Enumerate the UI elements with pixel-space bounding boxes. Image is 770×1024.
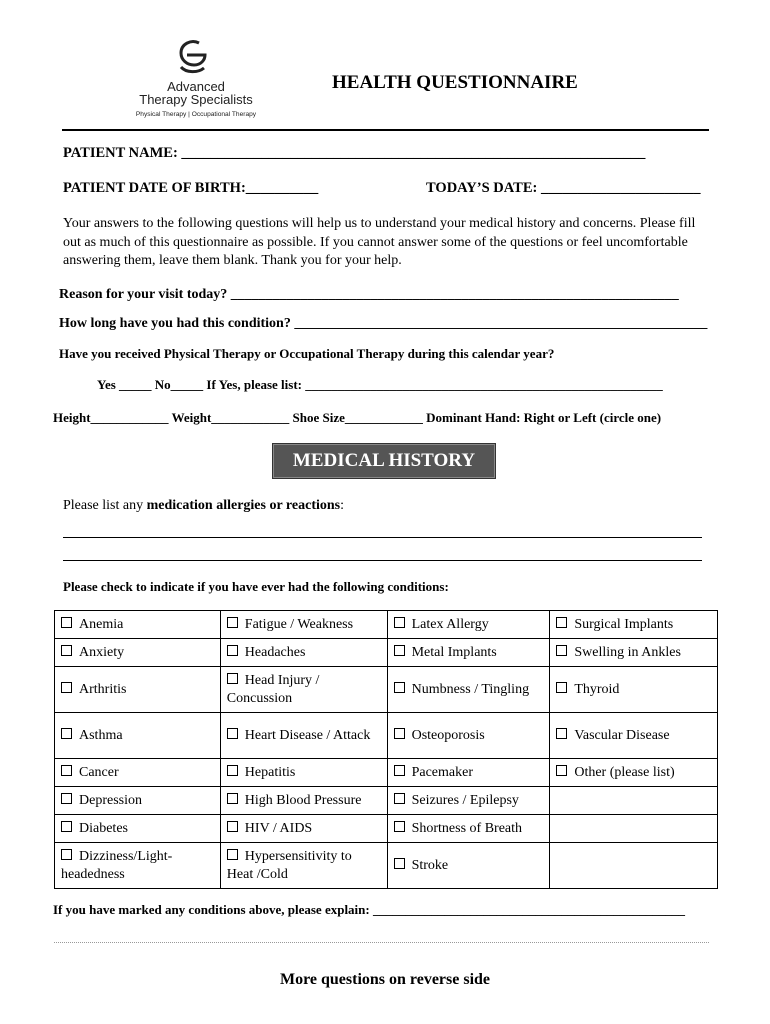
logo-text: [130, 80, 262, 120]
intro-paragraph: Your answers to the following questions will help us to understand your medical history and concerns. Please fill out as much of this questionnaire as possible. If you cannot answer some of the questions or feel uncomfortable answering them, leave them blank. Thank you for your help.: [63, 216, 696, 268]
condition-label: Fatigue / Weakness: [244, 616, 354, 632]
condition-cell: [220, 639, 387, 667]
condition-checkbox[interactable]: [394, 765, 405, 776]
condition-label: Hypersensitivity to Heat /Cold: [226, 848, 352, 882]
condition-cell: [550, 667, 718, 713]
condition-cell: [550, 639, 718, 667]
condition-cell: [55, 787, 221, 815]
condition-label: Arthritis: [79, 681, 127, 697]
condition-label: Stroke: [411, 857, 449, 873]
condition-label: Surgical Implants: [574, 616, 674, 632]
condition-cell: [220, 713, 387, 759]
condition-label: Anxiety: [79, 644, 125, 660]
logo-line-1: Advanced: [167, 79, 225, 94]
condition-checkbox[interactable]: [61, 793, 72, 804]
condition-checkbox[interactable]: [227, 645, 238, 656]
dotted-divider: [54, 942, 709, 943]
condition-cell: [387, 667, 550, 713]
medical-history-heading: MEDICAL HISTORY: [272, 443, 496, 479]
condition-label: Anemia: [79, 616, 124, 632]
condition-cell: [220, 815, 387, 843]
condition-checkbox[interactable]: [556, 682, 567, 693]
condition-checkbox[interactable]: [394, 821, 405, 832]
conditions-table: [54, 610, 718, 889]
condition-checkbox[interactable]: [227, 821, 238, 832]
footer-note: More questions on reverse side: [279, 971, 491, 988]
condition-label: Cancer: [79, 764, 119, 780]
condition-checkbox[interactable]: [61, 821, 72, 832]
condition-label: Seizures / Epilepsy: [411, 792, 519, 808]
conditions-row: [55, 639, 718, 667]
condition-label: Asthma: [79, 727, 123, 743]
patient-name-field[interactable]: PATIENT NAME: ________________________________________________________________: [63, 145, 646, 161]
conditions-row: [55, 667, 718, 713]
conditions-row: [55, 759, 718, 787]
condition-label: Hepatitis: [244, 764, 296, 780]
condition-checkbox[interactable]: [61, 765, 72, 776]
therapy-history-question: Have you received Physical Therapy or Occupational Therapy during this calendar year?: [59, 346, 555, 361]
allergy-emphasis: medication allergies or reactions: [146, 498, 341, 513]
condition-cell: [220, 667, 387, 713]
condition-cell: [387, 815, 550, 843]
condition-checkbox[interactable]: [227, 728, 238, 739]
condition-checkbox[interactable]: [394, 793, 405, 804]
condition-cell: [387, 639, 550, 667]
condition-checkbox[interactable]: [556, 645, 567, 656]
condition-checkbox[interactable]: [556, 728, 567, 739]
condition-cell: [387, 713, 550, 759]
condition-cell: [550, 787, 718, 815]
condition-label: Head Injury / Concussion: [226, 672, 320, 706]
condition-label: HIV / AIDS: [244, 820, 313, 836]
condition-checkbox[interactable]: [61, 645, 72, 656]
condition-label: High Blood Pressure: [244, 792, 362, 808]
condition-cell: [387, 759, 550, 787]
reason-for-visit-field[interactable]: Reason for your visit today? ________________________________________________________________: [59, 287, 679, 302]
condition-label: Pacemaker: [411, 764, 474, 780]
therapy-yes-no-field[interactable]: Yes _____ No_____ If Yes, please list: _______________________________________________________: [97, 377, 663, 392]
condition-label: Latex Allergy: [411, 616, 489, 632]
condition-checkbox[interactable]: [227, 617, 238, 628]
condition-checkbox[interactable]: [61, 728, 72, 739]
condition-checkbox[interactable]: [227, 765, 238, 776]
condition-checkbox[interactable]: [394, 682, 405, 693]
conditions-row: [55, 611, 718, 639]
condition-checkbox[interactable]: [227, 793, 238, 804]
condition-checkbox[interactable]: [61, 617, 72, 628]
condition-cell: [220, 759, 387, 787]
condition-checkbox[interactable]: [394, 728, 405, 739]
condition-checkbox[interactable]: [394, 858, 405, 869]
conditions-row: [55, 787, 718, 815]
conditions-row: [55, 713, 718, 759]
condition-label: Other (please list): [574, 764, 675, 780]
condition-label: Swelling in Ankles: [574, 644, 681, 660]
condition-cell: [55, 759, 221, 787]
condition-cell: [550, 713, 718, 759]
page-title: HEALTH QUESTIONNAIRE: [332, 72, 578, 93]
condition-cell: [220, 787, 387, 815]
condition-label: Thyroid: [574, 681, 620, 697]
allergy-suffix: :: [340, 498, 344, 513]
condition-duration-field[interactable]: How long have you had this condition? ___________________________________________________________: [59, 316, 708, 331]
conditions-instruction: Please check to indicate if you have ever had the following conditions:: [63, 579, 449, 594]
condition-label: Depression: [79, 792, 142, 808]
condition-cell: [550, 843, 718, 889]
condition-cell: [55, 611, 221, 639]
condition-label: Heart Disease / Attack: [244, 727, 371, 743]
condition-checkbox[interactable]: [556, 765, 567, 776]
condition-checkbox[interactable]: [394, 617, 405, 628]
allergy-answer-line-2[interactable]: [63, 560, 702, 561]
measurements-field[interactable]: Height____________ Weight____________ Shoe Size____________ Dominant Hand: Right or Left (circle one): [53, 410, 662, 425]
condition-label: Shortness of Breath: [411, 820, 523, 836]
condition-cell: [387, 611, 550, 639]
condition-cell: [550, 759, 718, 787]
condition-cell: [220, 611, 387, 639]
todays-date-field[interactable]: TODAY’S DATE: ______________________: [426, 180, 701, 196]
conditions-row: [55, 815, 718, 843]
condition-cell: [387, 843, 550, 889]
condition-cell: [55, 815, 221, 843]
allergy-answer-line-1[interactable]: [63, 537, 702, 538]
condition-label: Dizziness/Light-headedness: [61, 848, 173, 882]
condition-label: Headaches: [244, 644, 306, 660]
condition-label: Vascular Disease: [574, 727, 670, 743]
condition-cell: [55, 667, 221, 713]
condition-cell: [55, 639, 221, 667]
logo-tagline: Physical Therapy | Occupational Therapy: [135, 111, 257, 118]
condition-checkbox[interactable]: [227, 673, 238, 684]
allergy-prefix: Please list any: [63, 498, 147, 513]
conditions-explain-field[interactable]: If you have marked any conditions above, please explain: ________________________________________________: [53, 902, 685, 917]
condition-checkbox[interactable]: [61, 849, 72, 860]
logo-line-2: Therapy Specialists: [139, 92, 253, 107]
condition-checkbox[interactable]: [394, 645, 405, 656]
header-divider: [62, 129, 709, 131]
conditions-row: [55, 843, 718, 889]
condition-cell: [550, 611, 718, 639]
condition-cell: [55, 843, 221, 889]
condition-checkbox[interactable]: [227, 849, 238, 860]
condition-label: Osteoporosis: [411, 727, 485, 743]
logo-mark: [174, 38, 212, 74]
condition-checkbox[interactable]: [556, 617, 567, 628]
date-of-birth-field[interactable]: PATIENT DATE OF BIRTH:__________: [63, 180, 319, 196]
condition-cell: [220, 843, 387, 889]
condition-label: Metal Implants: [411, 644, 497, 660]
condition-label: Numbness / Tingling: [411, 681, 530, 697]
condition-cell: [55, 713, 221, 759]
condition-checkbox[interactable]: [61, 682, 72, 693]
condition-cell: [550, 815, 718, 843]
condition-cell: [387, 787, 550, 815]
condition-label: Diabetes: [79, 820, 128, 836]
allergy-prompt: [63, 498, 344, 514]
